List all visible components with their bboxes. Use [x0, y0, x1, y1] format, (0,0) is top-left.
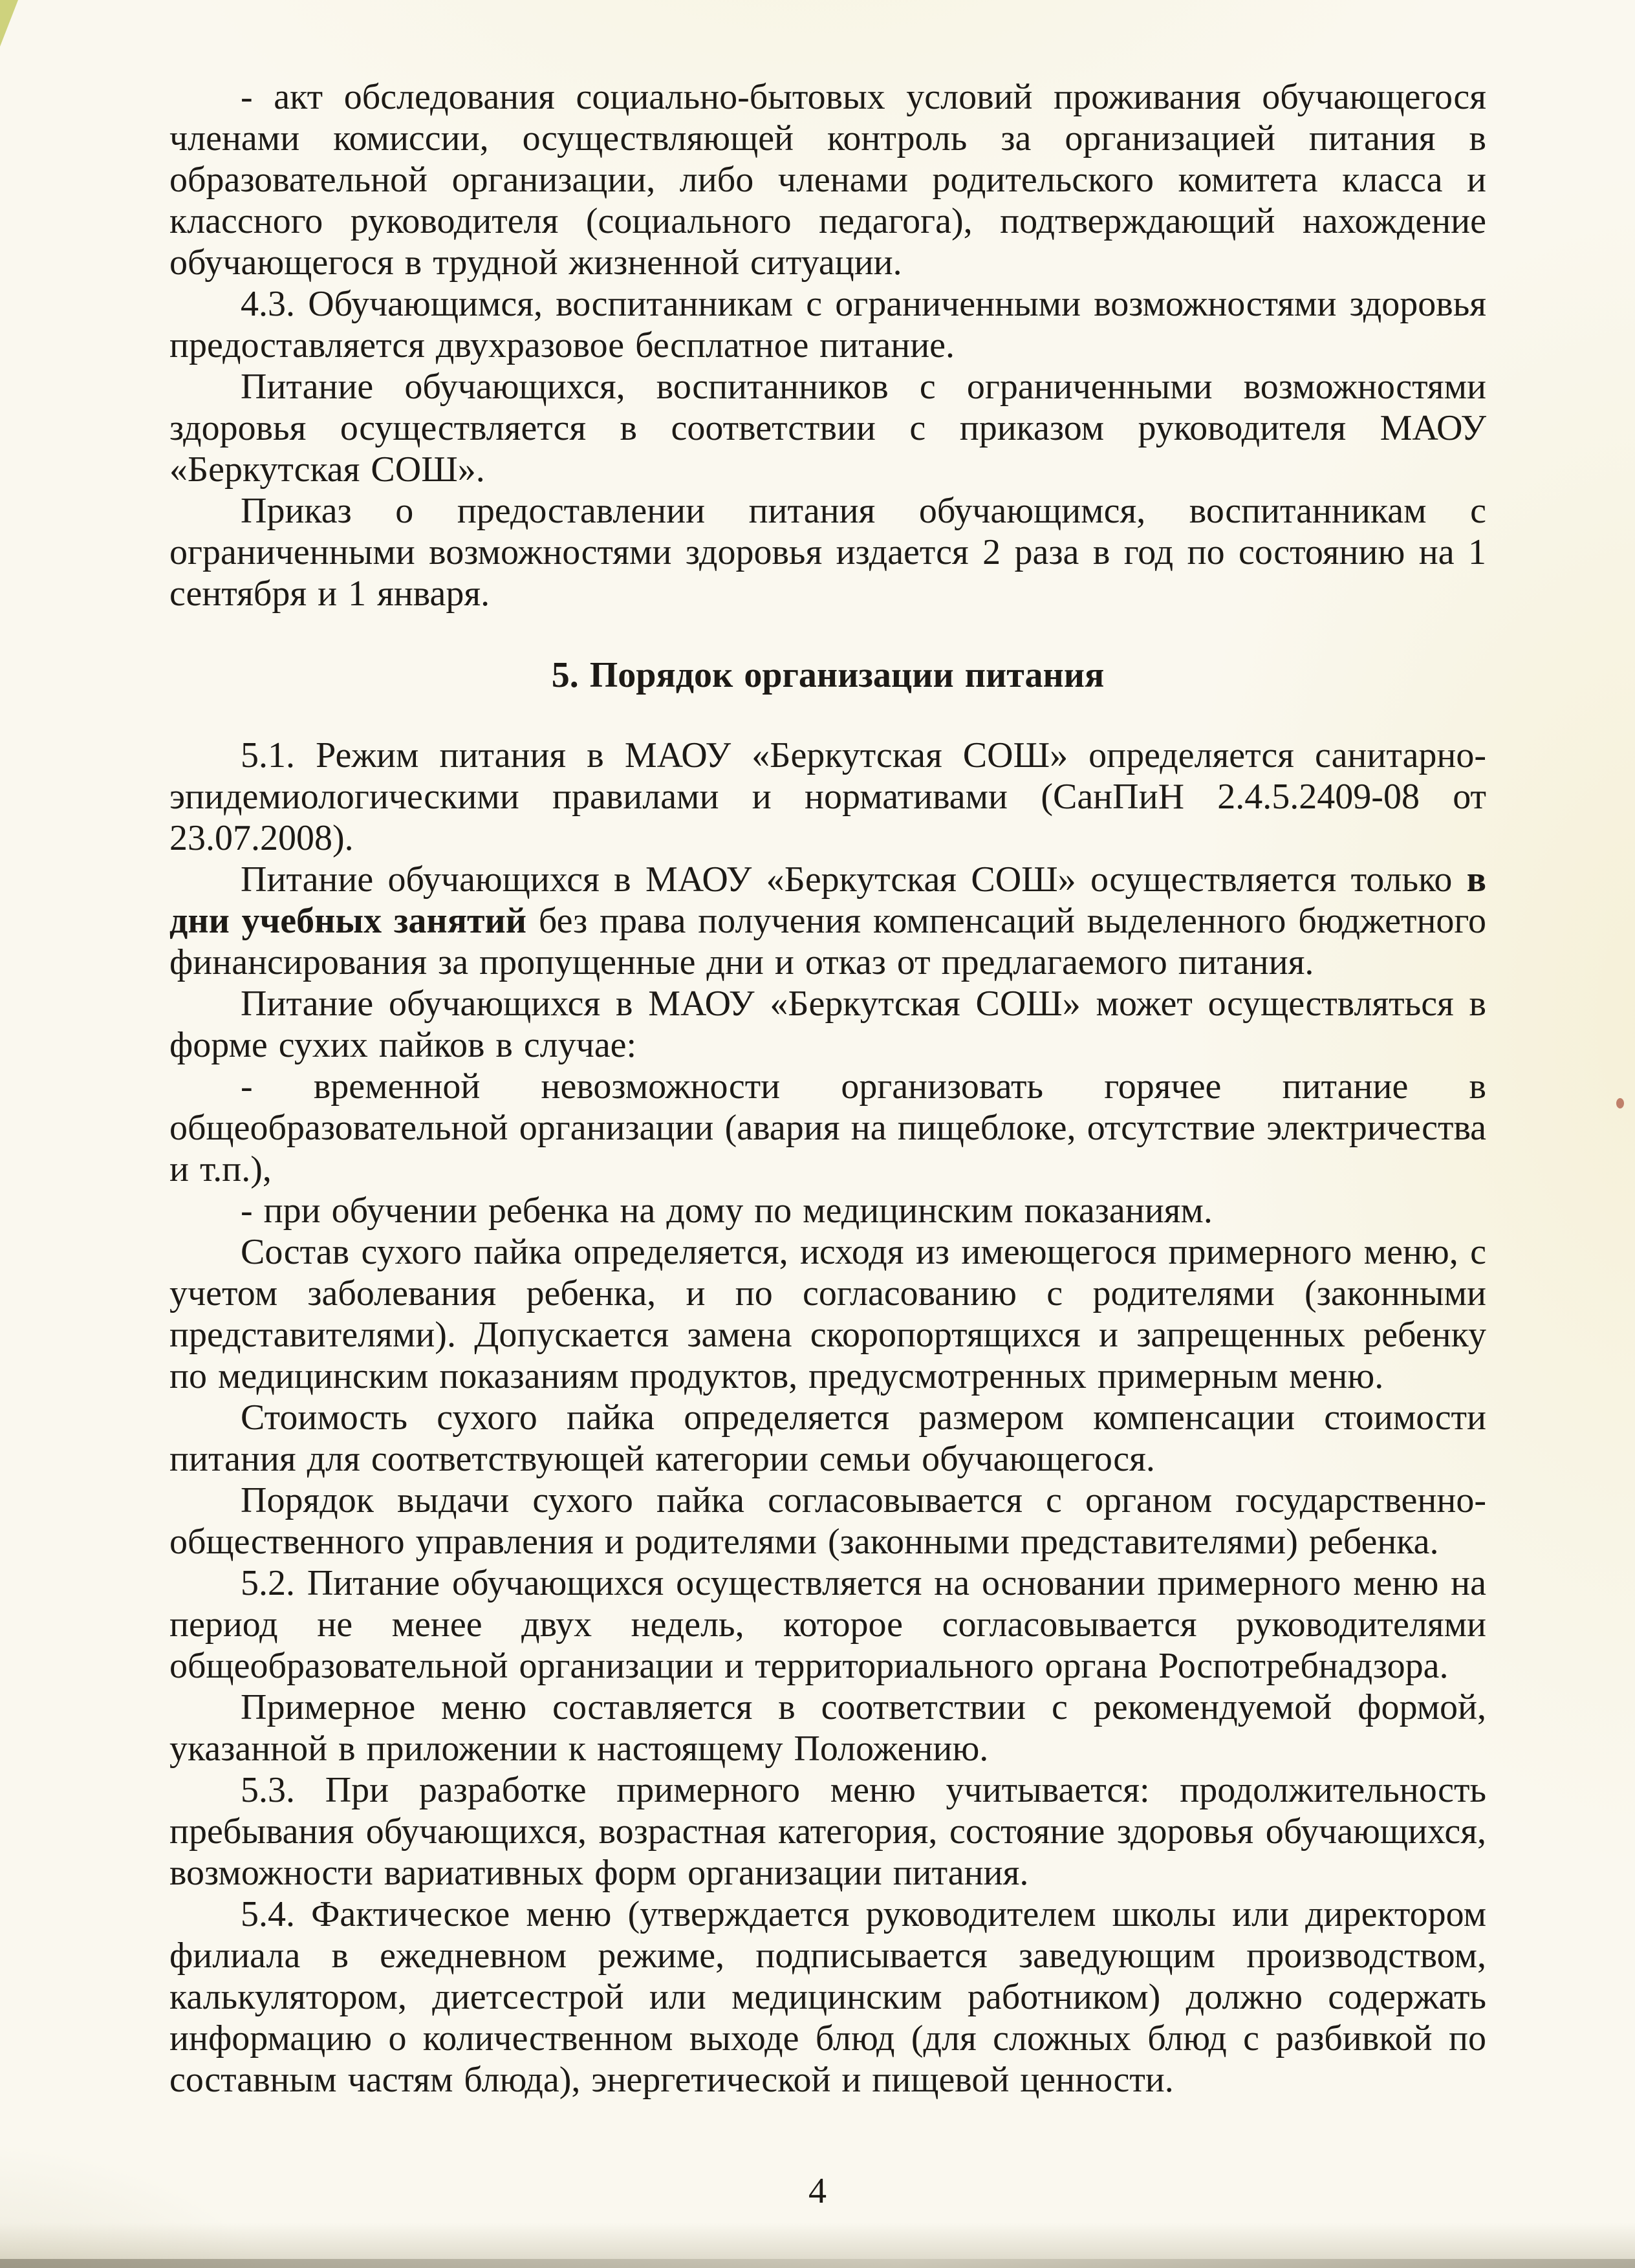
scan-edge-artifact-bottom [0, 2259, 1635, 2268]
paragraph-sample-menu: Примерное меню составляется в соответствии с рекомендуемой формой, указанной в приложении к настоящему Положению. [169, 1687, 1486, 1769]
paragraph-dry-ration-composition: Состав сухого пайка определяется, исходя из имеющегося примерного меню, с учетом заболевания ребенка, и по согласованию с родителями (законными представителями). Допускается замена скоропортящихся и запрещенных ребенку по медицинским показаниям продуктов, предусмотренных примерным меню. [169, 1232, 1486, 1396]
paragraph-case-home-schooling: - при обучении ребенка на дому по медицинским показаниям. [241, 1191, 1213, 1231]
paragraph-clause-5-1: 5.1. Режим питания в МАОУ «Беркутская СОШ» определяется санитарно-эпидемиологическими правилами и нормативами (СанПиН 2.4.5.2409-08 от 23.07.2008). [169, 735, 1486, 858]
paragraph-school-days-only [169, 859, 1486, 983]
school-days-text-bold: в дни учебных занятий [169, 859, 1486, 941]
paragraph-clause-4-3: 4.3. Обучающимся, воспитанникам с ограниченными возможностями здоровья предоставляется двухразовое бесплатное питание. [169, 284, 1486, 365]
page-number: 4 [808, 2171, 827, 2211]
scan-speck-right-edge [1616, 1098, 1624, 1108]
paragraph-clause-5-4: 5.4. Фактическое меню (утверждается руководителем школы или директором филиала в ежедневном режиме, подписывается заведующим производством, калькулятором, диетсестрой или медицинским работником) должно содержать информацию о количественном выходе блюд (для сложных блюд с разбивкой по составным частям блюда), энергетической и пищевой ценности. [169, 1894, 1486, 2100]
document-body [169, 76, 1486, 2101]
paragraph-ovz-order: Приказ о предоставлении питания обучающимся, воспитанникам с ограниченными возможностями здоровья издается 2 раза в год по состоянию на 1 сентября и 1 января. [169, 491, 1486, 614]
school-days-text-end: без права получения компенсаций выделенного бюджетного финансирования за пропущенные дни и отказ от предлагаемого питания. [169, 901, 1486, 982]
school-days-text-start: Питание обучающихся в МАОУ «Беркутская СОШ» осуществляется только [241, 859, 1467, 900]
paragraph-ovz-meals: Питание обучающихся, воспитанников с ограниченными возможностями здоровья осуществляется в соответствии с приказом руководителя МАОУ «Беркутская СОШ». [169, 367, 1486, 490]
paragraph-act-inspection: - акт обследования социально-бытовых условий проживания обучающегося членами комиссии, осуществляющей контроль за организацией питания в образовательной организации, либо членами родительского комитета класса и классного руководителя (социального педагога), подтверждающий нахождение обучающегося в трудной жизненной ситуации. [169, 77, 1486, 283]
paragraph-case-temporary: - временной невозможности организовать горячее питание в общеобразовательной организации (авария на пищеблоке, отсутствие электричества и т.п.), [169, 1066, 1486, 1189]
paragraph-clause-5-2: 5.2. Питание обучающихся осуществляется на основании примерного меню на период не менее двух недель, которое согласовывается руководителями общеобразовательной организации и территориального органа Роспотребнадзора. [169, 1563, 1486, 1686]
paragraph-clause-5-3: 5.3. При разработке примерного меню учитывается: продолжительность пребывания обучающихся, возрастная категория, состояние здоровья обучающихся, возможности вариативных форм организации питания. [169, 1770, 1486, 1893]
section-5-heading: 5. Порядок организации питания [551, 655, 1105, 695]
paragraph-dry-ration-cost: Стоимость сухого пайка определяется размером компенсации стоимости питания для соответствующей категории семьи обучающегося. [169, 1398, 1486, 1479]
scan-edge-artifact-top-left [0, 0, 18, 47]
paragraph-dry-ration-intro: Питание обучающихся в МАОУ «Беркутская СОШ» может осуществляться в форме сухих пайков в случае: [169, 984, 1486, 1065]
paragraph-dry-ration-issue: Порядок выдачи сухого пайка согласовывается с органом государственно-общественного управления и родителями (законными представителями) ребенка. [169, 1480, 1486, 1562]
